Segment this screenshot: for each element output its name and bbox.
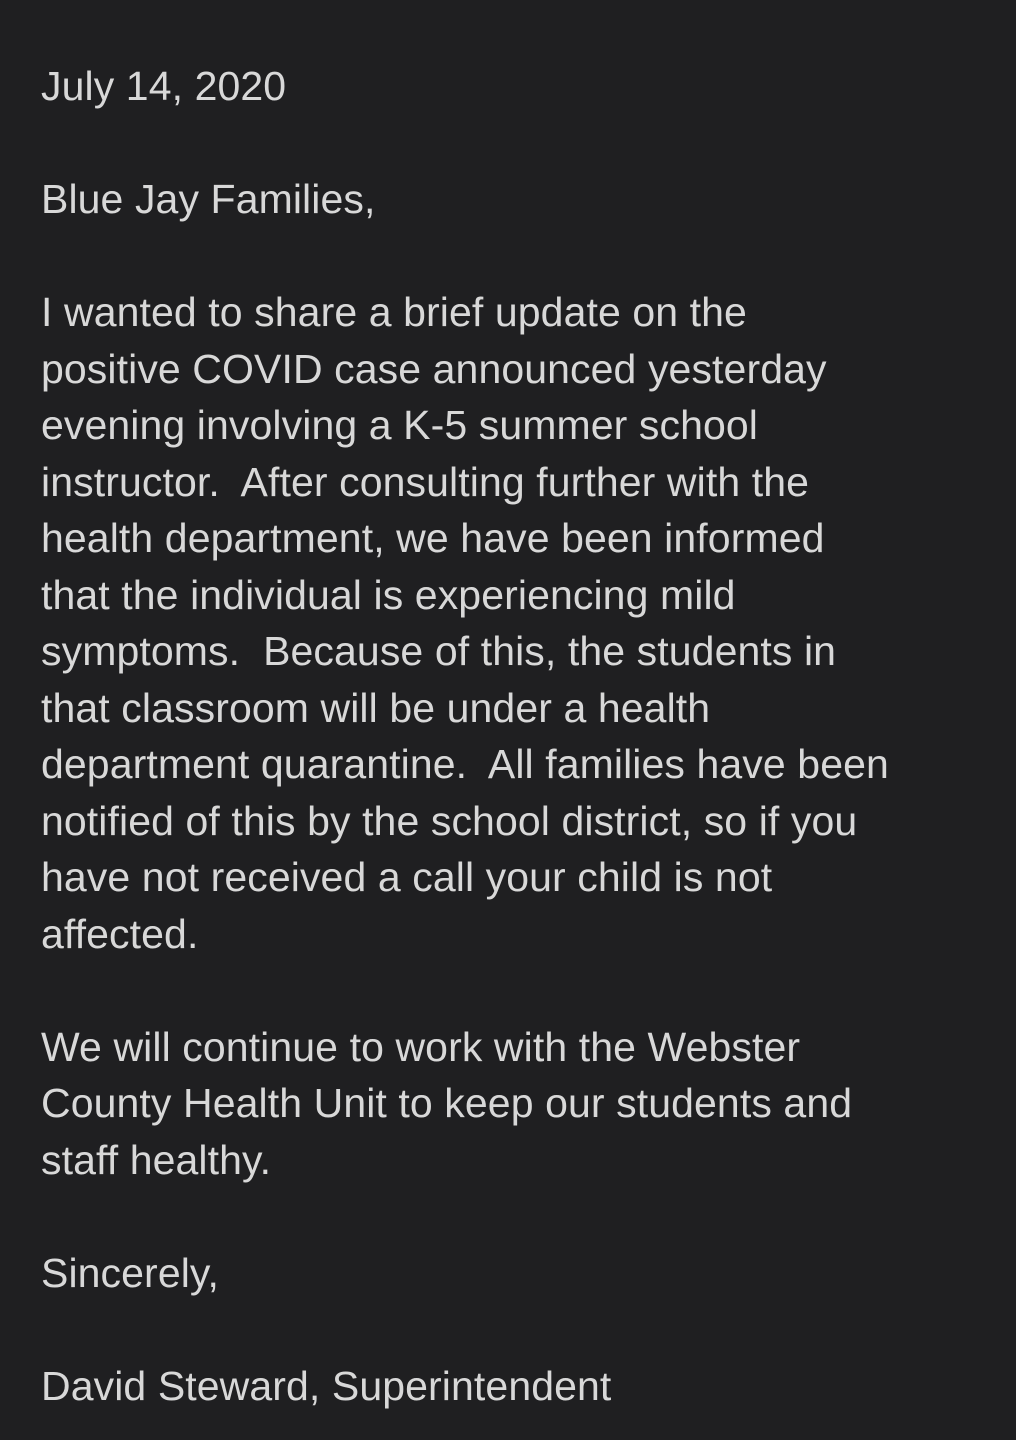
signature: David Steward, Superintendent bbox=[41, 1362, 612, 1409]
body-paragraph-1 bbox=[41, 284, 1001, 962]
body-line: staff healthy. bbox=[41, 1136, 272, 1183]
body-line: notified of this by the school district, so if you bbox=[41, 797, 858, 844]
salutation-block bbox=[41, 171, 1001, 228]
body-line: symptoms. Because of this, the students in bbox=[41, 628, 837, 674]
signature-block bbox=[41, 1358, 1001, 1415]
closing: Sincerely, bbox=[41, 1249, 219, 1296]
closing-block bbox=[41, 1245, 1001, 1302]
body-line: We will continue to work with the Webster bbox=[41, 1023, 801, 1070]
body-line: affected. bbox=[41, 910, 199, 957]
letter-date: July 14, 2020 bbox=[41, 63, 287, 109]
body-paragraph-2 bbox=[41, 1019, 1001, 1189]
letter bbox=[41, 58, 1001, 1414]
salutation: Blue Jay Families, bbox=[41, 176, 376, 222]
body-line: that the individual is experiencing mild bbox=[41, 571, 736, 618]
body-line: positive COVID case announced yesterday bbox=[41, 345, 827, 392]
body-line: department quarantine. All families have been bbox=[41, 741, 889, 787]
body-line: evening involving a K-5 summer school bbox=[41, 402, 758, 448]
body-line: instructor. After consulting further with the bbox=[41, 458, 810, 505]
body-line: have not received a call your child is not bbox=[41, 854, 773, 900]
body-line: County Health Unit to keep our students and bbox=[41, 1080, 853, 1126]
letter-date-block bbox=[41, 58, 1001, 115]
body-line: I wanted to share a brief update on the bbox=[41, 289, 747, 335]
body-line: that classroom will be under a health bbox=[41, 684, 711, 731]
body-line: health department, we have been informed bbox=[41, 515, 825, 561]
